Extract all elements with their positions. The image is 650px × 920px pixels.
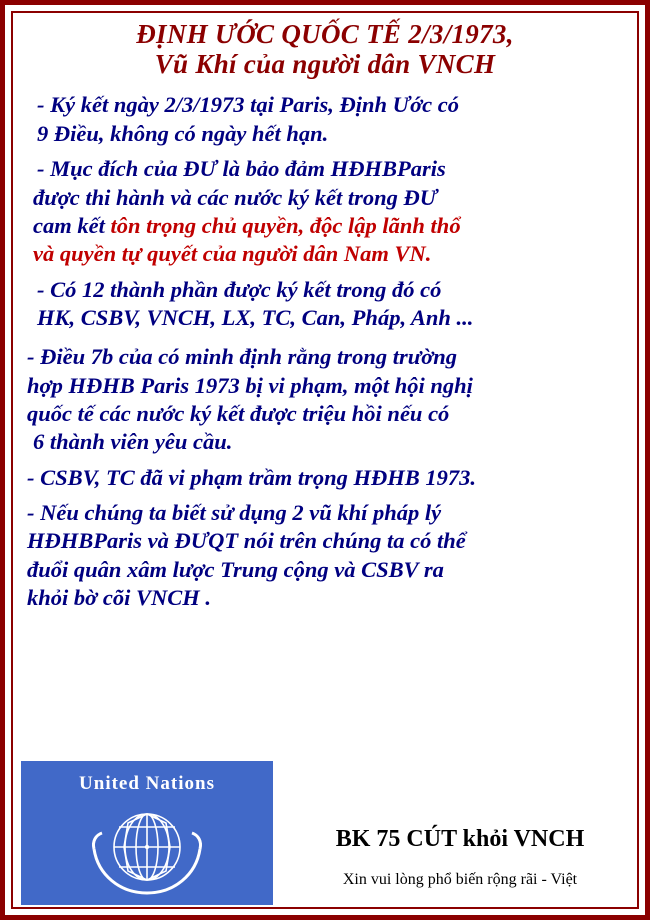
united-nations-label: United Nations [79,773,215,794]
spacer [27,457,623,464]
body-line-14: - Nếu chúng ta biết sử dụng 2 vũ khí pháp lý [27,499,442,525]
body-line-17: khỏi bờ cõi VNCH . [27,584,211,610]
body-line-6: và quyền tự quyết của người dân Nam VN. [33,241,432,267]
body-line-1: - Ký kết ngày 2/3/1973 tại Paris, Định Ước có [37,92,459,118]
footer-text-block [273,826,629,905]
body-line-3: - Mục đích của ĐƯ là bảo đảm HĐHBParis [37,156,446,182]
poster-footer [5,755,645,915]
body-line-12: 6 thành viên yêu cầu. [33,429,233,455]
body-line-5 [27,212,623,240]
body-line-11: quốc tế các nước ký kết được triệu hồi nếu có [27,400,450,426]
body-line-15: HĐHBParis và ĐƯQT nói trên chúng ta có thể [27,528,466,554]
body-line-9: - Điều 7b của có minh định rằng trong trường [27,344,458,370]
body-line-7: - Có 12 thành phần được ký kết trong đó có [37,276,442,302]
poster-content [5,5,645,612]
body-line-10: hợp HĐHB Paris 1973 bị vi phạm, một hội nghị [27,372,473,398]
spacer [27,148,623,155]
title-line-1: ĐỊNH ƯỚC QUỐC TẾ 2/3/1973, [136,19,514,49]
body-line-5-highlight: tôn trọng chủ quyền, độc lập lãnh thổ [110,212,461,238]
un-emblem-icon [72,801,222,899]
body-line-13: - CSBV, TC đã vi phạm trầm trọng HĐHB 1973. [27,464,477,490]
title-line-2: Vũ Khí của người dân VNCH [154,49,496,80]
united-nations-logo [21,761,273,905]
body-line-16: đuổi quân xâm lược Trung cộng và CSBV ra [27,556,444,582]
body-line-8: HK, CSBV, VNCH, LX, TC, Can, Pháp, Anh ... [37,304,474,330]
spacer [27,332,623,343]
poster-body [21,91,629,612]
footer-subline: Xin vui lòng phổ biến rộng rãi - Việt [342,871,578,888]
spacer [27,492,623,499]
body-line-5-prefix: cam kết [33,212,111,238]
body-line-2: 9 Điều, không có ngày hết hạn. [37,120,329,146]
poster-title [21,19,629,79]
footer-headline: BK 75 CÚT khỏi VNCH [335,826,585,852]
spacer [27,269,623,276]
body-line-4: được thi hành và các nước ký kết trong ĐƯ [33,184,438,210]
